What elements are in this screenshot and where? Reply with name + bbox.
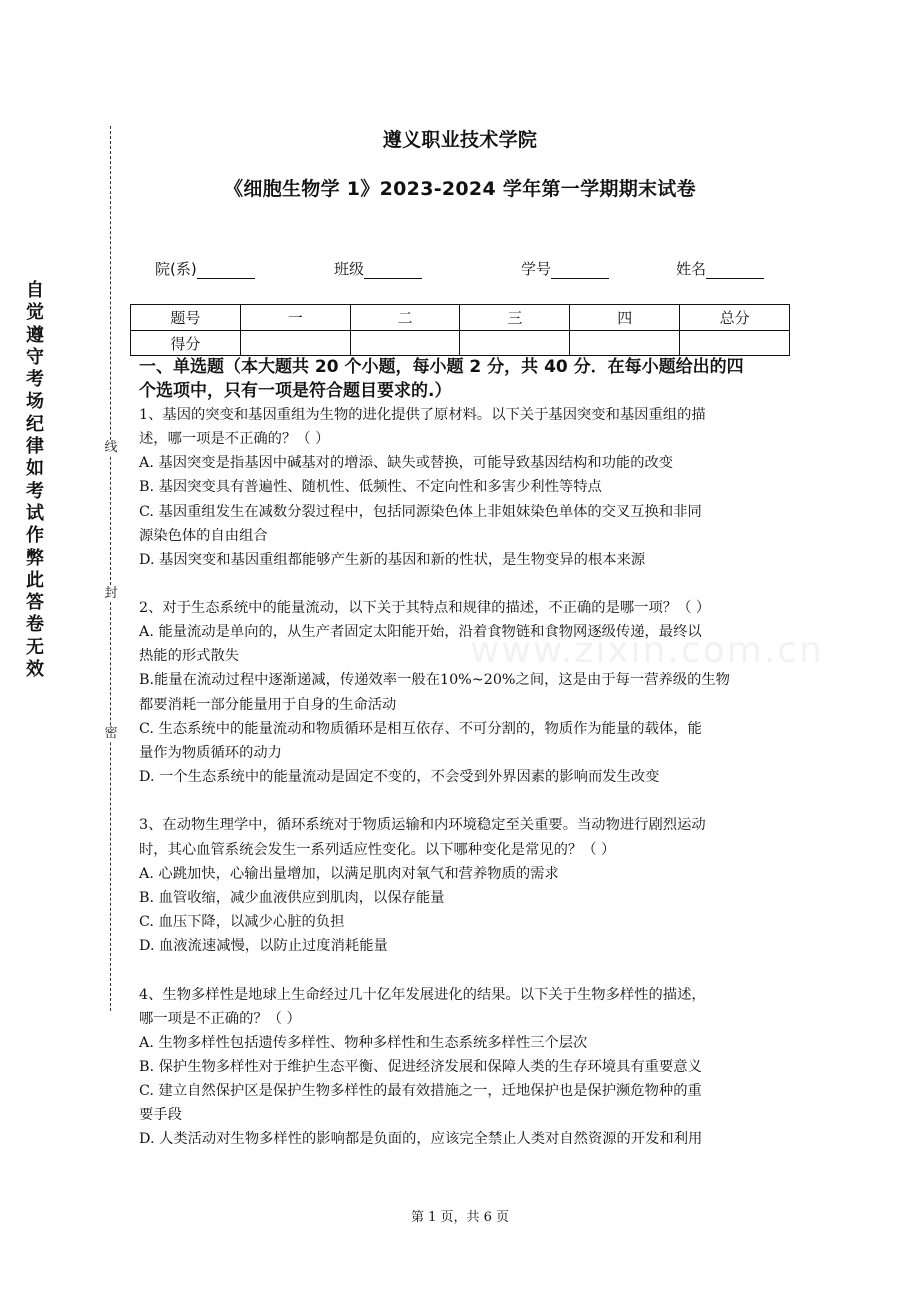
exam-rule-note: 自觉遵守考场纪律如考试作弊此答卷无效 [26,280,44,681]
table-cell: 得分 [131,331,241,356]
school-name: 遵义职业技术学院 [382,129,538,151]
page-number: 第 1 页，共 6 页 [410,1210,510,1225]
watermark: www.zixin.com.cn [470,630,824,671]
question-text: 4、生物多样性是地球上生命经过几十亿年发展进化的结果。以下关于生物多样性的描述， [139,987,706,1003]
student-id-blank[interactable] [551,263,609,279]
option-text: A. 能量流动是单向的，从生产者固定太阳能开始，沿着食物链和食物网逐级传递，最终以 [139,624,702,640]
option-text: A. 生物多样性包括遗传多样性、物种多样性和生态系统多样性三个层次 [139,1035,588,1051]
question-text: 述，哪一项是不正确的？（ ） [139,431,330,447]
score-cell[interactable] [350,331,460,356]
cut-word-secret: 密 [104,726,118,741]
option-text: B. 血管收缩，减少血液供应到肌肉，以保存能量 [139,890,445,906]
option-text: D. 基因突变和基因重组都能够产生新的基因和新的性状，是生物变异的根本来源 [139,552,646,568]
class-blank[interactable] [364,263,422,279]
table-cell: 一 [240,305,350,331]
class-field[interactable] [334,258,422,282]
score-table [130,304,790,356]
option-text: A. 基因突变是指基因中碱基对的增添、缺失或替换，可能导致基因结构和功能的改变 [139,455,674,471]
score-table-score-row [131,331,790,356]
dept-field[interactable] [155,258,255,282]
option-text: C. 血压下降，以减少心脏的负担 [139,914,345,930]
score-cell[interactable] [680,331,790,356]
option-text: 都要消耗一部分能量用于自身的生命活动 [139,697,397,713]
option-text: D. 血液流速减慢，以防止过度消耗能量 [139,938,388,954]
option-text: D. 一个生态系统中的能量流动是固定不变的，不会受到外界因素的影响而发生改变 [139,769,660,785]
student-id-field[interactable] [521,258,609,282]
table-cell: 三 [460,305,570,331]
section-heading-line: 一、单选题（本大题共 20 个小题，每小题 2 分，共 40 分．在每小题给出的四 [139,357,744,377]
dept-blank[interactable] [197,263,255,279]
name-blank[interactable] [706,263,764,279]
name-label: 姓名 [676,260,707,278]
option-text: A. 心跳加快，心输出量增加，以满足肌肉对氧气和营养物质的需求 [139,866,559,882]
dept-label: 院(系) [155,260,197,278]
question-text: 2、对于生态系统中的能量流动，以下关于其特点和规律的描述，不正确的是哪一项？（ ） [139,600,711,616]
score-cell[interactable] [240,331,350,356]
option-text: D. 人类活动对生物多样性的影响都是负面的，应该完全禁止人类对自然资源的开发和利用 [139,1131,703,1147]
score-cell[interactable] [460,331,570,356]
table-cell: 四 [570,305,680,331]
student-id-label: 学号 [521,260,552,278]
table-cell: 题号 [131,305,241,331]
cut-word-line: 线 [104,440,118,455]
cut-line [110,126,111,1011]
option-text: 量作为物质循环的动力 [139,745,282,761]
name-field[interactable] [676,258,764,282]
question-text: 3、在动物生理学中，循环系统对于物质运输和内环境稳定至关重要。当动物进行剧烈运动 [139,817,706,833]
section-heading [139,355,784,403]
option-text: B.能量在流动过程中逐渐递减，传递效率一般在10%~20%之间，这是由于每一营养级的生物 [139,672,730,688]
score-cell[interactable] [570,331,680,356]
option-text: C. 建立自然保护区是保护生物多样性的最有效措施之一，迁地保护也是保护濒危物种的重 [139,1083,702,1099]
option-text: B. 基因突变具有普遍性、随机性、低频性、不定向性和多害少利性等特点 [139,479,602,495]
option-text: 热能的形式散失 [139,648,240,664]
table-cell: 总分 [680,305,790,331]
question-text: 哪一项是不正确的？（ ） [139,1011,301,1027]
score-table-header-row [131,305,790,331]
exam-title: 《细胞生物学 1》2023-2024 学年第一学期期末试卷 [224,178,696,200]
option-text: 要手段 [139,1107,182,1123]
option-text: B. 保护生物多样性对于维护生态平衡、促进经济发展和保障人类的生存环境具有重要意义 [139,1059,702,1075]
class-label: 班级 [334,260,365,278]
option-text: 源染色体的自由组合 [139,528,268,544]
question-text: 1、基因的突变和基因重组为生物的进化提供了原材料。以下关于基因突变和基因重组的描 [139,407,706,423]
option-text: C. 基因重组发生在减数分裂过程中，包括同源染色体上非姐妹染色单体的交叉互换和非同 [139,504,702,520]
question-text: 时，其心血管系统会发生一系列适应性变化。以下哪种变化是常见的？（ ） [139,842,616,858]
option-text: C. 生态系统中的能量流动和物质循环是相互依存、不可分割的，物质作为能量的载体，能 [139,721,702,737]
table-cell: 二 [350,305,460,331]
section-heading-line: 个选项中，只有一项是符合题目要求的.） [139,381,452,401]
cut-word-seal: 封 [104,586,118,601]
